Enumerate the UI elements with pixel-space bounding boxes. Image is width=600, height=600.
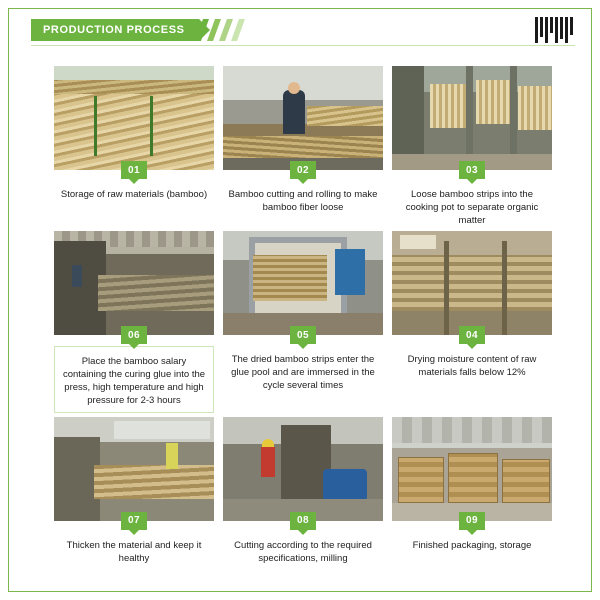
process-row-1	[54, 66, 552, 227]
process-step-05	[223, 231, 383, 412]
step-caption: Thicken the material and keep it healthy	[66, 539, 202, 564]
glue-pool-immersion-photo	[223, 231, 383, 335]
process-grid	[54, 66, 552, 572]
step-number-badge: 06	[121, 326, 147, 344]
step-caption: Finished packaging, storage	[412, 539, 532, 551]
step-caption: Cutting according to the required specifications, milling	[234, 539, 372, 564]
page-title: PRODUCTION PROCESS	[31, 19, 199, 41]
process-step-01	[54, 66, 214, 227]
step-number-badge: 08	[290, 512, 316, 530]
step-number-badge: 05	[290, 326, 316, 344]
bamboo-raw-material-storage-photo	[54, 66, 214, 170]
header-divider	[31, 45, 575, 46]
step-number-badge: 03	[459, 161, 485, 179]
thickening-sanding-line-photo	[54, 417, 214, 521]
process-step-06	[54, 231, 214, 412]
process-step-07	[54, 417, 214, 568]
step-caption: Loose bamboo strips into the cooking pot to separate organic matter	[405, 189, 539, 226]
finished-packaging-warehouse-photo	[392, 417, 552, 521]
step-number-badge: 02	[290, 161, 316, 179]
process-step-09	[392, 417, 552, 568]
step-number-badge: 09	[459, 512, 485, 530]
step-number-badge: 04	[459, 326, 485, 344]
step-caption: Drying moisture content of raw materials falls below 12%	[407, 354, 537, 379]
process-step-04	[392, 231, 552, 412]
step-caption: Place the bamboo salary containing the curing glue into the press, high temperature and high pressure for 2-3 hours	[54, 346, 214, 412]
barcode-icon	[503, 17, 573, 43]
bamboo-cutting-rolling-photo	[223, 66, 383, 170]
decorative-slashes	[197, 19, 257, 41]
process-step-08	[223, 417, 383, 568]
step-caption: Storage of raw materials (bamboo)	[60, 189, 208, 200]
process-step-02	[223, 66, 383, 227]
bamboo-strips-cooking-pot-photo	[392, 66, 552, 170]
step-caption: Bamboo cutting and rolling to make bamboo fiber loose	[228, 189, 378, 213]
page-header	[9, 9, 591, 49]
process-step-03	[392, 66, 552, 227]
process-row-3	[54, 417, 552, 568]
hot-press-machine-photo	[54, 231, 214, 335]
drying-kiln-photo	[392, 231, 552, 335]
cutting-milling-machine-photo	[223, 417, 383, 521]
step-number-badge: 07	[121, 512, 147, 530]
process-row-2	[54, 231, 552, 412]
step-caption: The dried bamboo strips enter the glue pool and are immersed in the cycle several times	[231, 354, 375, 392]
step-number-badge: 01	[121, 161, 147, 179]
